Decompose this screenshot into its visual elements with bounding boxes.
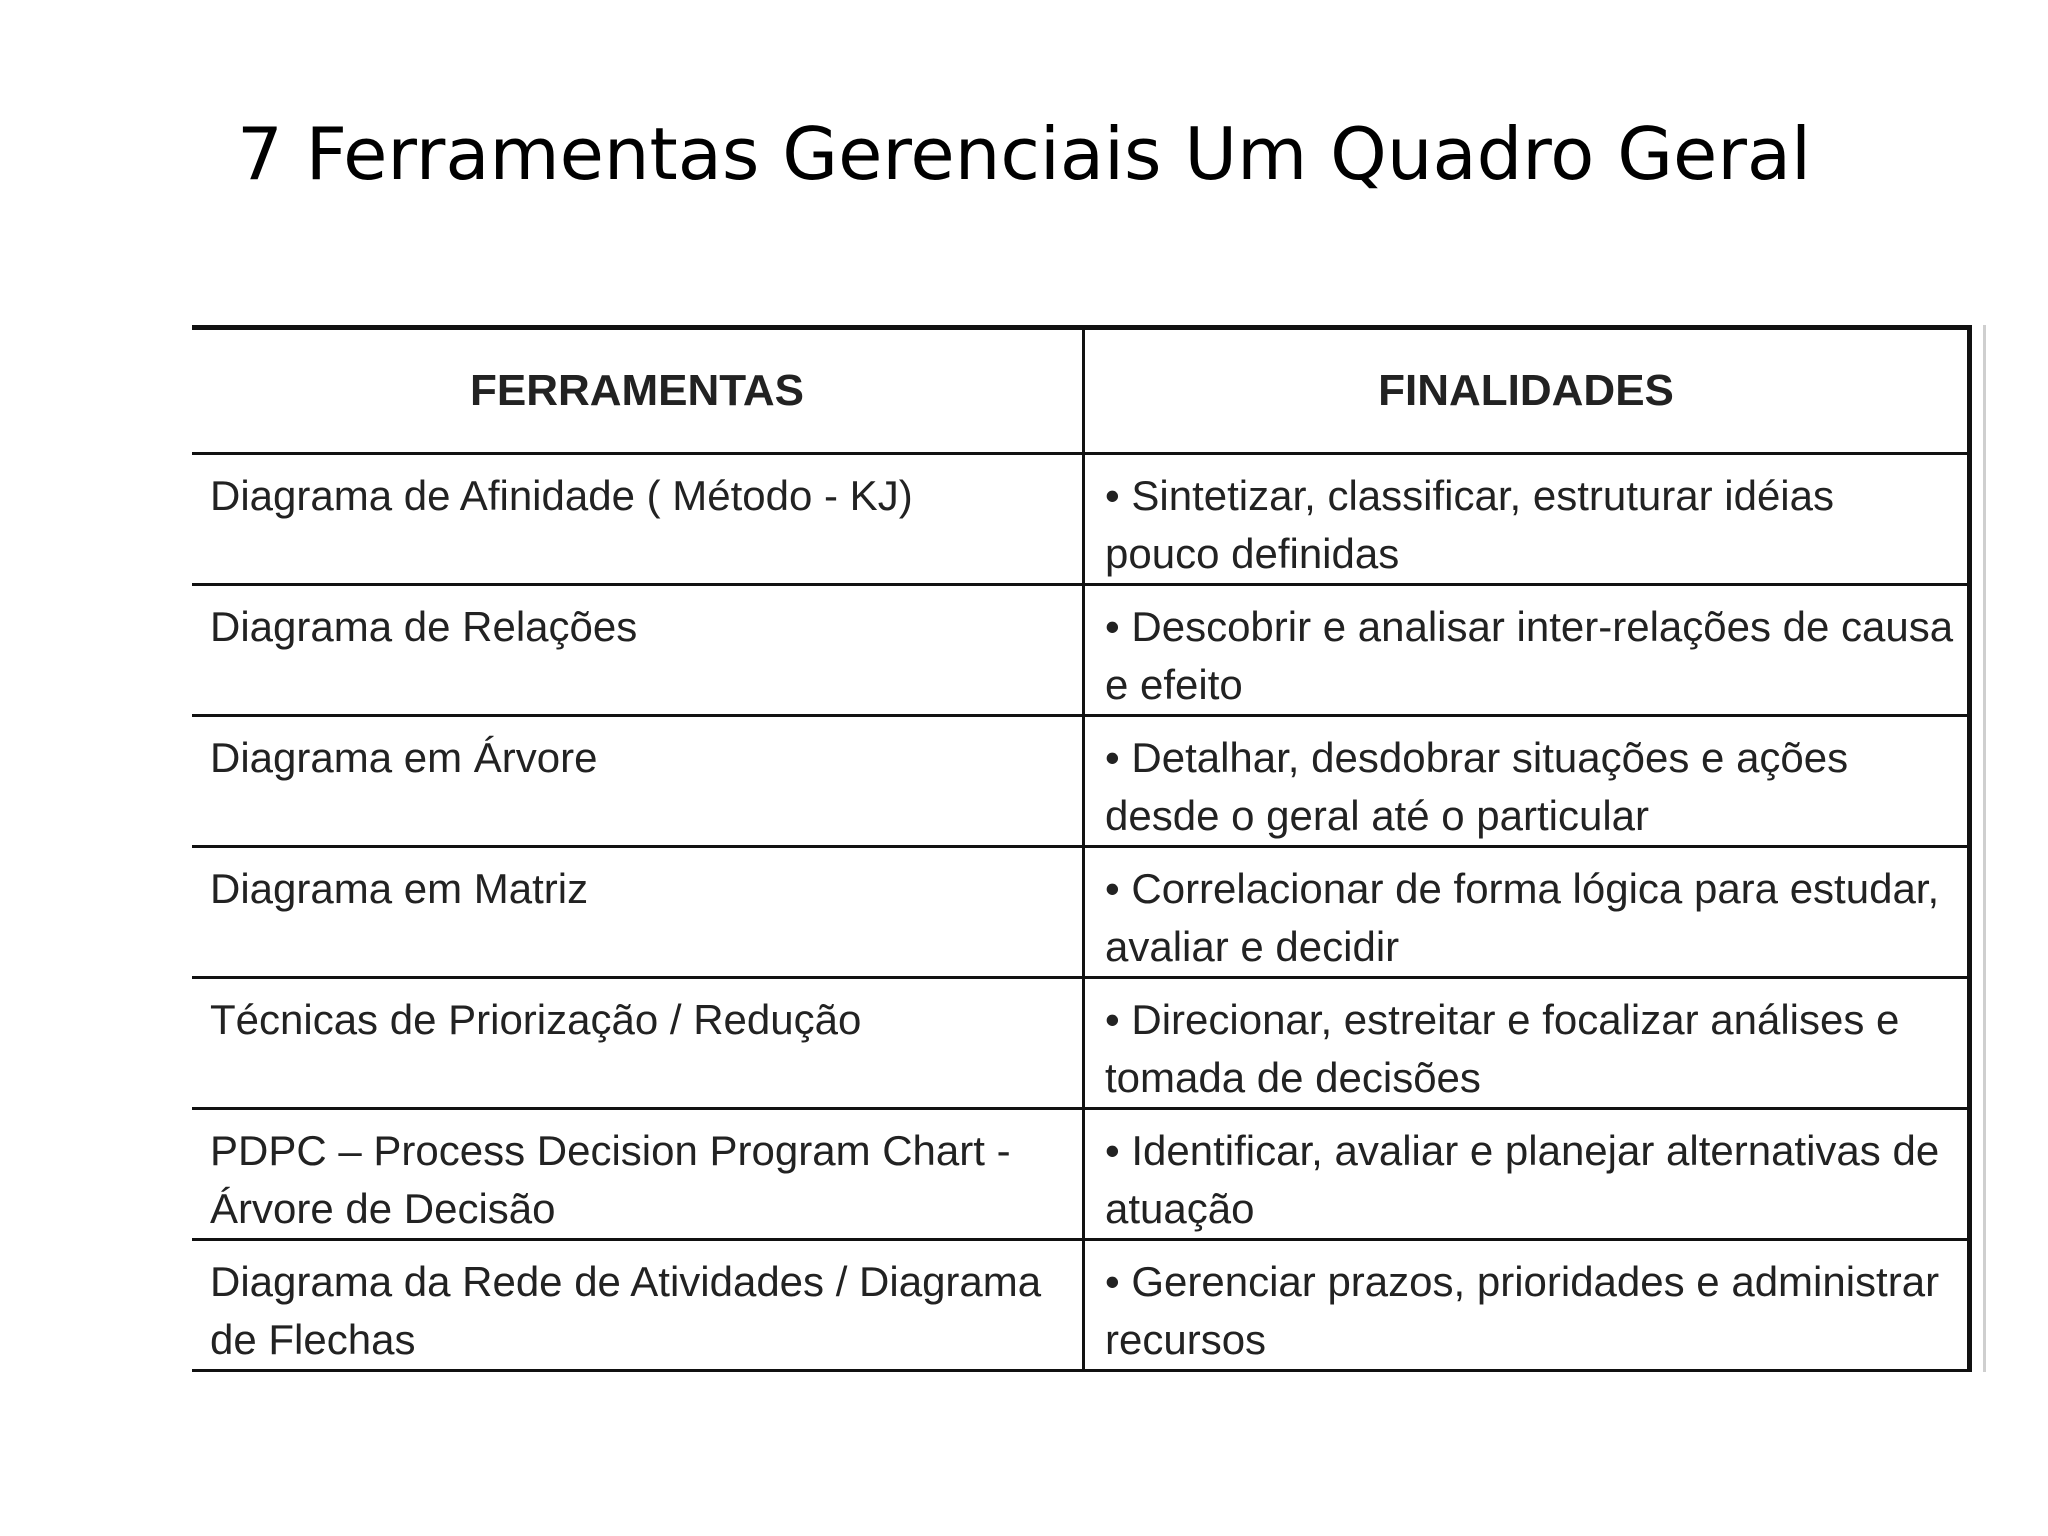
cell-finalidade: • Descobrir e analisar inter-relações de causa e efeito: [1084, 585, 1970, 716]
table-row: [192, 1109, 1970, 1240]
header-finalidades: FINALIDADES: [1084, 328, 1970, 454]
cell-ferramenta: Diagrama da Rede de Atividades / Diagrama de Flechas: [192, 1240, 1084, 1371]
table-row: [192, 847, 1970, 978]
table-row: [192, 716, 1970, 847]
cell-finalidade: • Identificar, avaliar e planejar alternativas de atuação: [1084, 1109, 1970, 1240]
cell-ferramenta: Diagrama de Afinidade ( Método - KJ): [192, 454, 1084, 585]
cell-ferramenta: Diagrama de Relações: [192, 585, 1084, 716]
table-header-row: [192, 328, 1970, 454]
table-row: [192, 1240, 1970, 1371]
table-row: [192, 978, 1970, 1109]
tools-table: [192, 325, 1972, 1372]
cell-finalidade: • Direcionar, estreitar e focalizar análises e tomada de decisões: [1084, 978, 1970, 1109]
cell-finalidade: • Detalhar, desdobrar situações e ações desde o geral até o particular: [1084, 716, 1970, 847]
cell-finalidade: • Correlacionar de forma lógica para estudar, avaliar e decidir: [1084, 847, 1970, 978]
cell-ferramenta: PDPC – Process Decision Program Chart - Árvore de Decisão: [192, 1109, 1084, 1240]
table-row: [192, 454, 1970, 585]
cell-ferramenta: Diagrama em Árvore: [192, 716, 1084, 847]
cell-finalidade: • Sintetizar, classificar, estruturar idéias pouco definidas: [1084, 454, 1970, 585]
slide-title: 7 Ferramentas Gerenciais Um Quadro Geral: [236, 112, 1812, 196]
cell-finalidade: • Gerenciar prazos, prioridades e administrar recursos: [1084, 1240, 1970, 1371]
cell-ferramenta: Diagrama em Matriz: [192, 847, 1084, 978]
table-row: [192, 585, 1970, 716]
header-ferramentas: FERRAMENTAS: [192, 328, 1084, 454]
cell-ferramenta: Técnicas de Priorização / Redução: [192, 978, 1084, 1109]
tools-table-container: [192, 325, 1972, 1372]
